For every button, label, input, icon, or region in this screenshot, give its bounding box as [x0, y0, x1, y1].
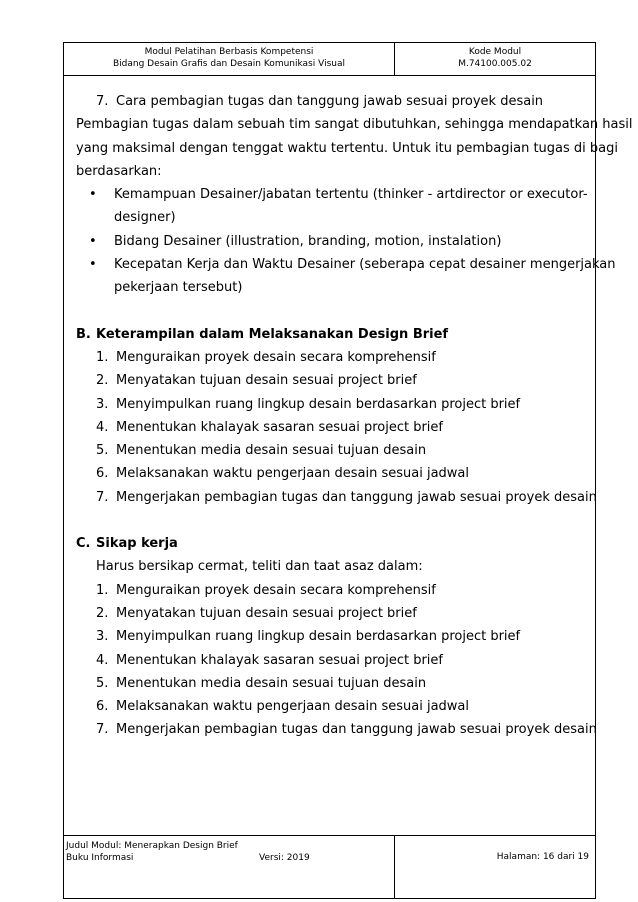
list-number: 1. — [96, 349, 109, 365]
header-module-code — [395, 43, 595, 78]
bullet-item — [76, 183, 588, 230]
list-text: Menyimpulkan ruang lingkup desain berdasarkan project brief — [116, 629, 521, 645]
header-module-title: Modul Pelatihan Berbasis Kompetensi — [144, 47, 314, 57]
list-text: Melaksanakan waktu pengerjaan desain sesuai jadwal — [116, 466, 470, 482]
list-text: Menentukan khalayak sasaran sesuai project brief — [116, 419, 443, 435]
bullet-icon: • — [89, 257, 97, 273]
page-header — [64, 43, 595, 76]
list-number: 7. — [96, 722, 109, 738]
section-letter: B. — [76, 326, 91, 342]
list-item — [76, 625, 585, 648]
header-field-title: Bidang Desain Grafis dan Desain Komunikasi Visual — [113, 59, 345, 69]
bullet-icon: • — [89, 233, 97, 249]
list-text: Menyatakan tujuan desain sesuai project brief — [116, 605, 417, 621]
section-b-heading — [76, 323, 585, 346]
bullet-text: Kemampuan Desainer/jabatan tertentu (thinker - artdirector or executor- — [114, 187, 588, 203]
list-item — [76, 695, 585, 718]
list-text: Mengerjakan pembagian tugas dan tanggung jawab sesuai proyek desain — [116, 489, 597, 505]
bullet-text: Bidang Desainer (illustration, branding, motion, instalation) — [114, 233, 502, 249]
list-text: Menyatakan tujuan desain sesuai project brief — [116, 373, 417, 389]
list-item — [76, 439, 585, 462]
list-number: 7. — [96, 489, 109, 505]
bullet-text-cont: pekerjaan tersebut) — [114, 280, 243, 296]
list-number: 2. — [96, 373, 109, 389]
list-text: Cara pembagian tugas dan tanggung jawab sesuai proyek desain — [116, 94, 544, 109]
bullet-text: Kecepatan Kerja dan Waktu Desainer (seberapa cepat desainer mengerjakan — [114, 257, 616, 273]
list-item — [76, 579, 585, 602]
list-item — [76, 90, 585, 113]
section-c-list — [76, 579, 597, 742]
list-number: 7. — [96, 94, 109, 109]
list-item — [76, 393, 585, 416]
list-text: Menguraikan proyek desain secara komprehensif — [116, 582, 436, 598]
list-number: 6. — [96, 466, 109, 482]
list-text: Menentukan khalayak sasaran sesuai project brief — [116, 652, 443, 668]
footer-versi: Versi: 2019 — [259, 853, 310, 863]
paragraph-line: berdasarkan: — [76, 163, 162, 179]
list-item — [76, 346, 585, 369]
list-text: Menyimpulkan ruang lingkup desain berdasarkan project brief — [116, 396, 521, 412]
paragraph — [76, 113, 633, 183]
section-c-intro: Harus bersikap cermat, teliti dan taat asaz dalam: — [96, 559, 423, 575]
list-text: Menguraikan proyek desain secara komprehensif — [116, 349, 436, 365]
list-number: 3. — [96, 629, 109, 645]
paragraph-line: Pembagian tugas dalam sebuah tim sangat dibutuhkan, sehingga mendapatkan hasil — [76, 117, 633, 133]
header-code-value: M.74100.005.02 — [458, 59, 532, 69]
bullet-item — [76, 253, 616, 300]
header-module-info — [64, 43, 395, 75]
list-item — [76, 462, 585, 485]
list-text: Menentukan media desain sesuai tujuan desain — [116, 675, 427, 691]
page-footer — [64, 835, 595, 898]
list-item — [76, 718, 597, 741]
list-item — [76, 369, 585, 392]
list-item — [76, 602, 585, 625]
section-title: Sikap kerja — [96, 536, 178, 552]
list-item — [76, 649, 585, 672]
list-item — [76, 416, 585, 439]
bullet-icon: • — [89, 187, 97, 203]
list-item — [76, 486, 597, 509]
list-number: 4. — [96, 652, 109, 668]
footer-judul: Judul Modul: Menerapkan Design Brief — [66, 841, 238, 851]
bullet-text-cont: designer) — [114, 210, 176, 226]
list-text: Mengerjakan pembagian tugas dan tanggung jawab sesuai proyek desain — [116, 722, 597, 738]
bullet-list — [76, 183, 616, 299]
section-b-list — [76, 346, 597, 509]
list-number: 5. — [96, 443, 109, 459]
list-number: 3. — [96, 396, 109, 412]
list-number: 4. — [96, 419, 109, 435]
footer-module-info — [64, 836, 395, 898]
section-title: Keterampilan dalam Melaksanakan Design Brief — [96, 326, 449, 342]
list-number: 2. — [96, 605, 109, 621]
list-number: 1. — [96, 582, 109, 598]
list-number: 5. — [96, 675, 109, 691]
paragraph-line: yang maksimal dengan tenggat waktu tertentu. Untuk itu pembagian tugas di bagi — [76, 140, 618, 156]
header-code-label: Kode Modul — [468, 47, 522, 57]
list-text: Melaksanakan waktu pengerjaan desain sesuai jadwal — [116, 699, 470, 715]
footer-buku: Buku Informasi — [66, 853, 134, 863]
section-c-heading — [76, 532, 585, 555]
document-body — [76, 90, 633, 742]
list-item — [76, 672, 585, 695]
section-letter: C. — [76, 536, 91, 552]
bullet-item — [76, 230, 585, 253]
footer-page-number: Halaman: 16 dari 19 — [496, 852, 589, 862]
list-text: Menentukan media desain sesuai tujuan desain — [116, 443, 427, 459]
list-number: 6. — [96, 699, 109, 715]
